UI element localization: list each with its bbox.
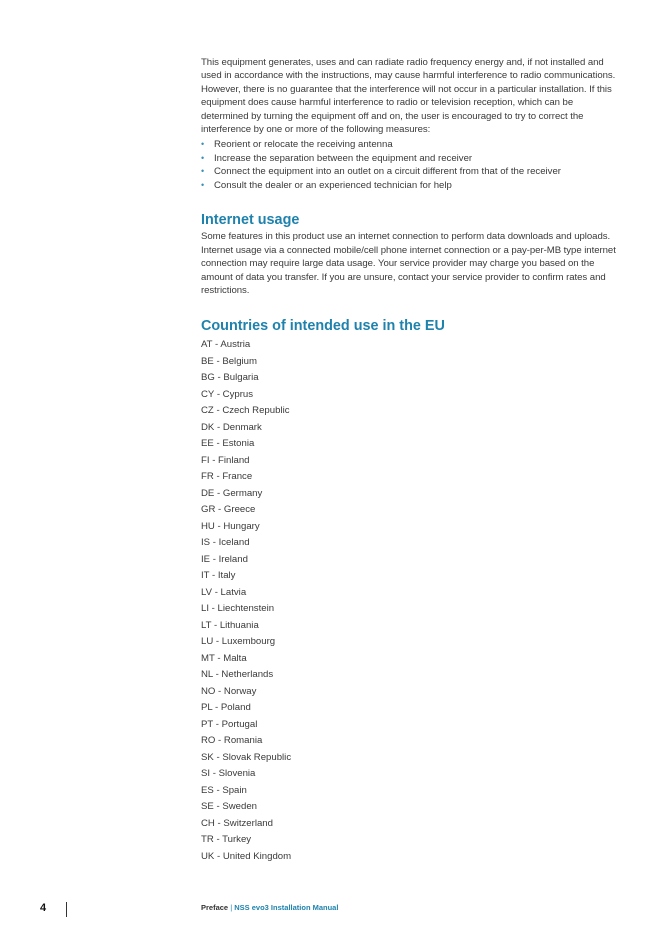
country-item: TR - Turkey <box>201 834 252 846</box>
country-item: UK - United Kingdom <box>201 850 292 862</box>
country-item: PL - Poland <box>201 702 251 714</box>
country-item: NL - Netherlands <box>201 669 274 681</box>
eu-countries-list <box>201 337 616 865</box>
country-item: DK - Denmark <box>201 421 262 433</box>
bullet-icon: • <box>201 152 205 163</box>
country-item: BE - Belgium <box>201 355 257 367</box>
page-content <box>201 56 616 865</box>
footer-section: Preface <box>201 903 229 912</box>
country-item: IE - Ireland <box>201 553 248 565</box>
internet-usage-paragraph: Some features in this product use an internet connection to perform data downloads and uploads. Internet usage via a connected mobile/cell phone internet connection or a pay-per-MB type internet connection may require large data usage. Your service provider may charge you based on the amount of data you transfer. If you are unsure, contact your service provider to confirm rates and restrictions. <box>201 231 616 297</box>
measure-text: Connect the equipment into an outlet on a circuit different from that of the receiver <box>214 166 561 178</box>
country-item: AT - Austria <box>201 339 251 351</box>
country-item: LV - Latvia <box>201 586 247 598</box>
eu-countries-heading: Countries of intended use in the EU <box>201 318 445 335</box>
country-item: SK - Slovak Republic <box>201 751 292 763</box>
country-item: DE - Germany <box>201 487 263 499</box>
measure-text: Increase the separation between the equipment and receiver <box>214 152 473 164</box>
country-item: IT - Italy <box>201 570 236 582</box>
country-item: HU - Hungary <box>201 520 260 532</box>
list-item <box>201 179 616 193</box>
country-item: EE - Estonia <box>201 438 255 450</box>
country-item: CH - Switzerland <box>201 817 273 829</box>
footer-divider <box>66 902 67 917</box>
running-footer <box>201 903 338 912</box>
country-item: LI - Liechtenstein <box>201 603 275 615</box>
list-item <box>201 165 616 179</box>
internet-usage-heading: Internet usage <box>201 212 300 229</box>
bullet-icon: • <box>201 179 205 190</box>
country-item: MT - Malta <box>201 652 247 664</box>
footer-separator: | <box>230 903 233 912</box>
measure-text: Consult the dealer or an experienced technician for help <box>214 179 452 191</box>
country-item: SE - Sweden <box>201 801 257 813</box>
footer-manual-title: NSS evo3 Installation Manual <box>234 903 339 912</box>
country-item: LT - Lithuania <box>201 619 259 631</box>
country-item: ES - Spain <box>201 784 247 796</box>
country-item: PT - Portugal <box>201 718 258 730</box>
country-item: CZ - Czech Republic <box>201 405 290 417</box>
interference-paragraph: This equipment generates, uses and can radiate radio frequency energy and, if not installed and used in accordance with the instructions, may cause harmful interference to radio communications. However, there is no guarantee that the interference will not occur in a particular installation. If this equipment does cause harmful interference to radio or television reception, which can be determined by turning the equipment off and on, the user is encouraged to try to correct the interference by one or more of the following measures: <box>201 57 616 136</box>
country-item: IS - Iceland <box>201 537 250 549</box>
country-item: FR - France <box>201 471 253 483</box>
country-item: FI - Finland <box>201 454 250 466</box>
country-item: NO - Norway <box>201 685 257 697</box>
bullet-icon: • <box>201 166 205 177</box>
page-number: 4 <box>40 902 47 914</box>
country-item: RO - Romania <box>201 735 263 747</box>
measure-text: Reorient or relocate the receiving antenna <box>214 139 393 151</box>
list-item <box>201 152 616 166</box>
country-item: LU - Luxembourg <box>201 636 276 648</box>
country-item: BG - Bulgaria <box>201 372 259 384</box>
list-item <box>201 138 616 152</box>
country-item: CY - Cyprus <box>201 388 254 400</box>
country-item: GR - Greece <box>201 504 256 516</box>
interference-measures-list <box>201 138 616 192</box>
bullet-icon: • <box>201 139 205 150</box>
country-item: SI - Slovenia <box>201 768 256 780</box>
